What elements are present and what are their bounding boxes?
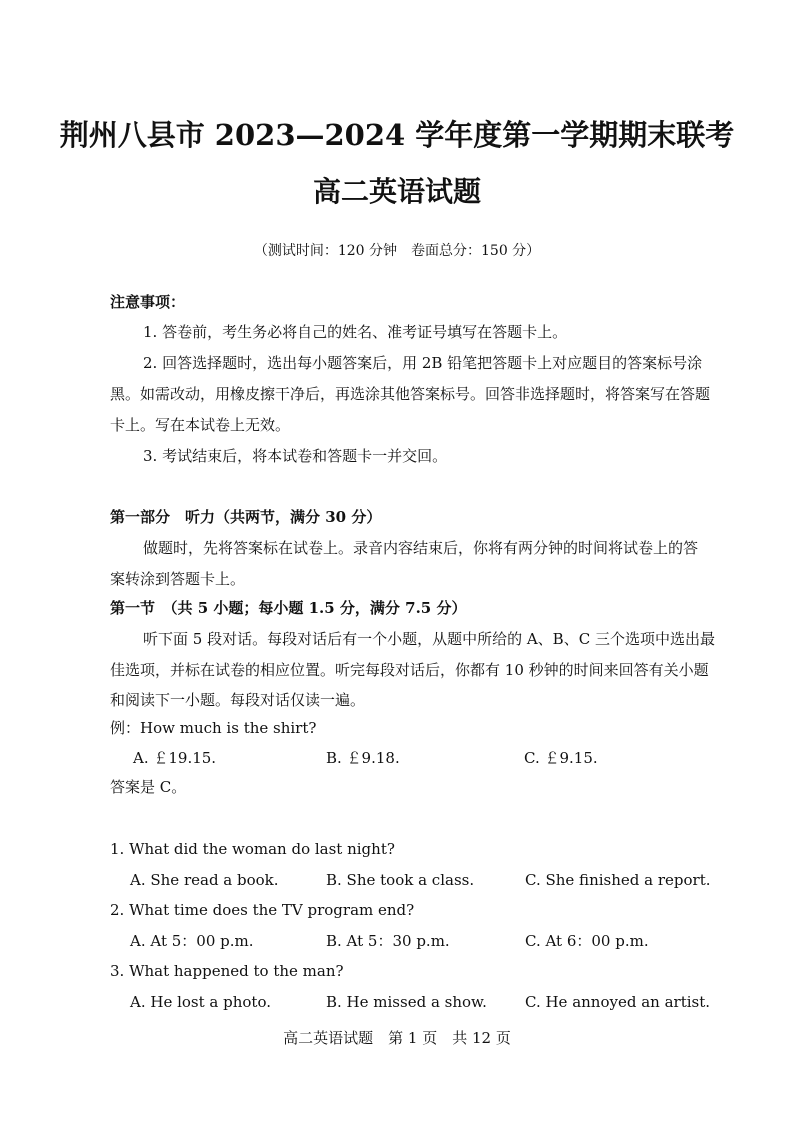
section1-line-1: 听下面 5 段对话。每段对话后有一个小题，从题中所给的 A、B、C 三个选项中选出最 xyxy=(143,630,715,648)
question-2: 2. What time does the TV program end? xyxy=(110,901,415,919)
question-3-option-c: C. He annoyed an artist. xyxy=(525,993,711,1011)
notice-item-2-line-3: 卡上。写在本试卷上无效。 xyxy=(110,416,291,434)
question-3-option-b: B. He missed a show. xyxy=(326,993,487,1011)
notice-item-1: 1. 答卷前，考生务必将自己的姓名、准考证号填写在答题卡上。 xyxy=(143,323,568,341)
notice-item-3: 3. 考试结束后，将本试卷和答题卡一并交回。 xyxy=(143,447,448,465)
question-1-option-b: B. She took a class. xyxy=(326,871,475,889)
page-footer: 高二英语试题 第 1 页 共 12 页 xyxy=(283,1029,511,1047)
notice-heading: 注意事项： xyxy=(110,293,186,311)
exam-title: 荆州八县市 2023—2024 学年度第一学期期末联考 xyxy=(59,118,735,152)
part1-intro-line-2: 案转涂到答题卡上。 xyxy=(110,570,246,588)
example-option-b: B. ￡9.18. xyxy=(326,749,400,767)
question-2-option-c: C. At 6：00 p.m. xyxy=(525,932,649,950)
example-answer: 答案是 C。 xyxy=(110,778,187,796)
exam-info: （测试时间：120 分钟 卷面总分：150 分） xyxy=(253,243,541,259)
section1-line-3: 和阅读下一小题。每段对话仅读一遍。 xyxy=(110,691,366,709)
question-1: 1. What did the woman do last night? xyxy=(110,840,395,858)
section1-line-2: 佳选项，并标在试卷的相应位置。听完每段对话后，你都有 10 秒钟的时间来回答有关小题 xyxy=(110,661,709,679)
section1-heading: 第一节 （共 5 小题；每小题 1.5 分，满分 7.5 分） xyxy=(110,599,467,617)
question-1-option-c: C. She finished a report. xyxy=(525,871,711,889)
question-1-option-a: A. She read a book. xyxy=(130,871,279,889)
example-option-c: C. ￡9.15. xyxy=(524,749,598,767)
example-option-a: A. ￡19.15. xyxy=(133,749,217,767)
question-2-option-b: B. At 5：30 p.m. xyxy=(326,932,450,950)
question-2-option-a: A. At 5：00 p.m. xyxy=(130,932,254,950)
part1-heading: 第一部分 听力（共两节，满分 30 分） xyxy=(110,508,382,526)
example-question: 例：How much is the shirt? xyxy=(110,719,317,737)
question-3-option-a: A. He lost a photo. xyxy=(130,993,271,1011)
part1-intro-line-1: 做题时，先将答案标在试卷上。录音内容结束后，你将有两分钟的时间将试卷上的答 xyxy=(143,539,699,557)
question-3: 3. What happened to the man? xyxy=(110,962,344,980)
notice-item-2-line-1: 2. 回答选择题时，选出每小题答案后，用 2B 铅笔把答题卡上对应题目的答案标号涂 xyxy=(143,354,703,372)
exam-subtitle: 高二英语试题 xyxy=(312,175,481,208)
notice-item-2-line-2: 黑。如需改动，用橡皮擦干净后，再选涂其他答案标号。回答非选择题时，将答案写在答题 xyxy=(110,385,711,403)
